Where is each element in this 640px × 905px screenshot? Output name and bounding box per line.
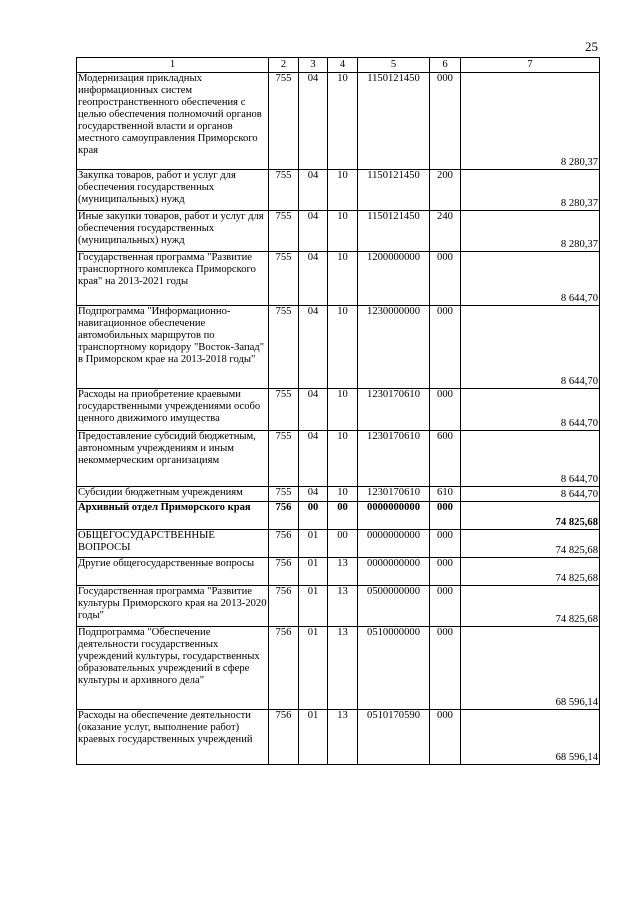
- table-row: [77, 530, 600, 558]
- row-name-cell: ОБЩЕГОСУДАРСТВЕННЫЕ ВОПРОСЫ: [77, 530, 269, 558]
- target-article-cell: 1230170610: [358, 487, 430, 502]
- table-row: [77, 252, 600, 306]
- header-cell: 3: [299, 58, 328, 73]
- table-row: [77, 306, 600, 389]
- admin-code-cell: 755: [269, 389, 299, 431]
- expense-type-cell: 000: [430, 710, 461, 765]
- admin-code-cell: 755: [269, 252, 299, 306]
- subsection-code-cell: 10: [328, 487, 358, 502]
- row-name-cell: Подпрограмма "Обеспечение деятельности государственных учреждений культуры, государственных образовательных учреждений в сфере культуры и архивного дела": [77, 627, 269, 710]
- subsection-code-cell: 13: [328, 558, 358, 586]
- target-article-cell: 0510000000: [358, 627, 430, 710]
- target-article-cell: 0000000000: [358, 558, 430, 586]
- admin-code-cell: 756: [269, 710, 299, 765]
- section-code-cell: 04: [299, 211, 328, 252]
- target-article-cell: 1150121450: [358, 170, 430, 211]
- section-code-cell: 01: [299, 530, 328, 558]
- admin-code-cell: 755: [269, 211, 299, 252]
- row-name-cell: Государственная программа "Развитие транспортного комплекса Приморского края" на 2013-2021 годы: [77, 252, 269, 306]
- amount-cell: 8 644,70: [461, 306, 600, 389]
- section-code-cell: 01: [299, 627, 328, 710]
- header-cell: 7: [461, 58, 600, 73]
- table-row: [77, 431, 600, 487]
- row-name-cell: Закупка товаров, работ и услуг для обеспечения государственных (муниципальных) нужд: [77, 170, 269, 211]
- section-code-cell: 04: [299, 73, 328, 170]
- admin-code-cell: 756: [269, 502, 299, 530]
- target-article-cell: 1150121450: [358, 73, 430, 170]
- target-article-cell: 0000000000: [358, 502, 430, 530]
- header-row: [77, 58, 600, 73]
- section-code-cell: 04: [299, 252, 328, 306]
- section-code-cell: 01: [299, 586, 328, 627]
- table-row: [77, 487, 600, 502]
- amount-cell: 74 825,68: [461, 530, 600, 558]
- section-code-cell: 04: [299, 389, 328, 431]
- target-article-cell: 0500000000: [358, 586, 430, 627]
- expense-type-cell: 610: [430, 487, 461, 502]
- subsection-code-cell: 10: [328, 73, 358, 170]
- table-row: [77, 170, 600, 211]
- row-name-cell: Иные закупки товаров, работ и услуг для обеспечения государственных (муниципальных) нужд: [77, 211, 269, 252]
- row-name-cell: Архивный отдел Приморского края: [77, 502, 269, 530]
- subsection-code-cell: 10: [328, 431, 358, 487]
- amount-cell: 74 825,68: [461, 558, 600, 586]
- target-article-cell: 0000000000: [358, 530, 430, 558]
- target-article-cell: 1230000000: [358, 306, 430, 389]
- amount-cell: 68 596,14: [461, 710, 600, 765]
- amount-cell: 68 596,14: [461, 627, 600, 710]
- admin-code-cell: 756: [269, 627, 299, 710]
- expense-type-cell: 000: [430, 389, 461, 431]
- expense-type-cell: 000: [430, 627, 461, 710]
- expense-type-cell: 000: [430, 586, 461, 627]
- expense-type-cell: 000: [430, 73, 461, 170]
- subsection-code-cell: 10: [328, 170, 358, 211]
- admin-code-cell: 755: [269, 487, 299, 502]
- table-row: [77, 502, 600, 530]
- row-name-cell: Расходы на приобретение краевыми государственными учреждениями особо ценного движимого имущества: [77, 389, 269, 431]
- subsection-code-cell: 10: [328, 306, 358, 389]
- target-article-cell: 1200000000: [358, 252, 430, 306]
- admin-code-cell: 756: [269, 530, 299, 558]
- target-article-cell: 1150121450: [358, 211, 430, 252]
- target-article-cell: 0510170590: [358, 710, 430, 765]
- subsection-code-cell: 00: [328, 530, 358, 558]
- row-name-cell: Модернизация прикладных информационных систем геопространственного обеспечения с целью обеспечения полномочий органов государственной власти и органов местного самоуправления Приморского края: [77, 73, 269, 170]
- header-cell: 6: [430, 58, 461, 73]
- subsection-code-cell: 13: [328, 710, 358, 765]
- subsection-code-cell: 10: [328, 389, 358, 431]
- section-code-cell: 00: [299, 502, 328, 530]
- table-row: [77, 558, 600, 586]
- target-article-cell: 1230170610: [358, 389, 430, 431]
- expense-type-cell: 000: [430, 252, 461, 306]
- amount-cell: 8 644,70: [461, 389, 600, 431]
- admin-code-cell: 756: [269, 586, 299, 627]
- header-cell: 1: [77, 58, 269, 73]
- subsection-code-cell: 00: [328, 502, 358, 530]
- section-code-cell: 01: [299, 710, 328, 765]
- expense-type-cell: 240: [430, 211, 461, 252]
- amount-cell: 74 825,68: [461, 586, 600, 627]
- admin-code-cell: 756: [269, 558, 299, 586]
- section-code-cell: 04: [299, 487, 328, 502]
- expense-type-cell: 200: [430, 170, 461, 211]
- amount-cell: 8 644,70: [461, 252, 600, 306]
- amount-cell: 8 280,37: [461, 211, 600, 252]
- header-cell: 4: [328, 58, 358, 73]
- table-row: [77, 627, 600, 710]
- amount-cell: 8 644,70: [461, 487, 600, 502]
- row-name-cell: Подпрограмма "Информационно-навигационное обеспечение автомобильных маршрутов по транспортному коридору "Восток-Запад" в Приморском крае на 2013-2018 годы": [77, 306, 269, 389]
- subsection-code-cell: 13: [328, 586, 358, 627]
- header-cell: 5: [358, 58, 430, 73]
- section-code-cell: 04: [299, 306, 328, 389]
- header-cell: 2: [269, 58, 299, 73]
- section-code-cell: 01: [299, 558, 328, 586]
- table-row: [77, 586, 600, 627]
- page-number: 25: [585, 39, 598, 54]
- budget-table: [76, 57, 600, 765]
- row-name-cell: Расходы на обеспечение деятельности (оказание услуг, выполнение работ) краевых государственных учреждений: [77, 710, 269, 765]
- table-row: [77, 710, 600, 765]
- section-code-cell: 04: [299, 170, 328, 211]
- row-name-cell: Предоставление субсидий бюджетным, автономным учреждениям и иным некоммерческим организациям: [77, 431, 269, 487]
- admin-code-cell: 755: [269, 431, 299, 487]
- expense-type-cell: 000: [430, 558, 461, 586]
- table-row: [77, 73, 600, 170]
- amount-cell: 8 644,70: [461, 431, 600, 487]
- amount-cell: 8 280,37: [461, 73, 600, 170]
- expense-type-cell: 600: [430, 431, 461, 487]
- table-row: [77, 389, 600, 431]
- expense-type-cell: 000: [430, 502, 461, 530]
- amount-cell: 74 825,68: [461, 502, 600, 530]
- admin-code-cell: 755: [269, 306, 299, 389]
- expense-type-cell: 000: [430, 530, 461, 558]
- section-code-cell: 04: [299, 431, 328, 487]
- admin-code-cell: 755: [269, 73, 299, 170]
- subsection-code-cell: 10: [328, 211, 358, 252]
- table-row: [77, 211, 600, 252]
- target-article-cell: 1230170610: [358, 431, 430, 487]
- subsection-code-cell: 13: [328, 627, 358, 710]
- row-name-cell: Государственная программа "Развитие культуры Приморского края на 2013-2020 годы": [77, 586, 269, 627]
- subsection-code-cell: 10: [328, 252, 358, 306]
- expense-type-cell: 000: [430, 306, 461, 389]
- row-name-cell: Другие общегосударственные вопросы: [77, 558, 269, 586]
- row-name-cell: Субсидии бюджетным учреждениям: [77, 487, 269, 502]
- amount-cell: 8 280,37: [461, 170, 600, 211]
- admin-code-cell: 755: [269, 170, 299, 211]
